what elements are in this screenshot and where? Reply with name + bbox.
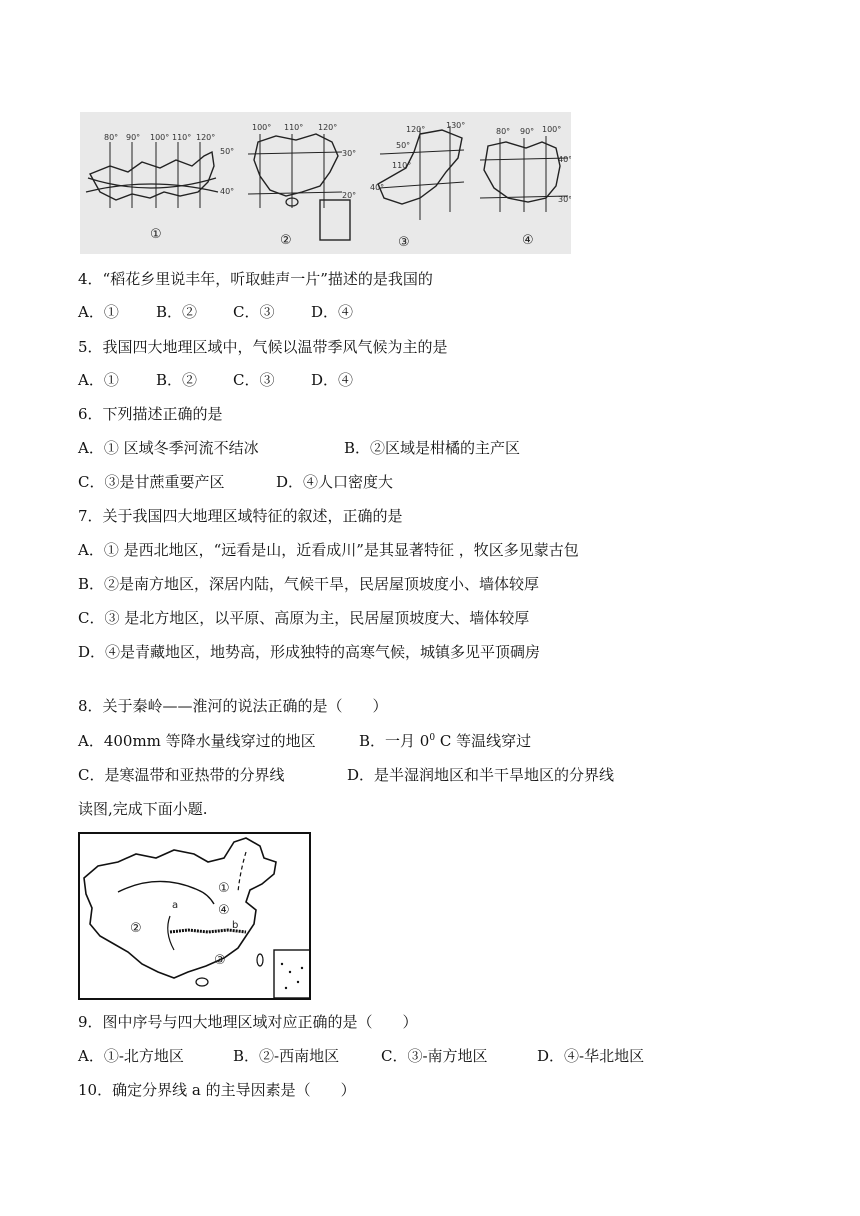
question-9-stem: 9．图中序号与四大地理区域对应正确的是（ ） [78,1013,418,1031]
svg-text:100°: 100° [252,123,272,132]
region-maps-figure [80,112,571,254]
q9-option-a: A．①-北方地区 [78,1047,184,1065]
svg-text:90°: 90° [520,127,535,136]
q4-option-a: A．① [78,303,119,321]
svg-text:20°: 20° [342,191,357,200]
q6-option-c: C．③是甘蔗重要产区 [78,473,225,491]
svg-text:b: b [232,920,239,931]
svg-text:90°: 90° [126,133,141,142]
q8-option-b: B．一月 $0^0$ C 等温线穿过 [359,732,532,750]
svg-text:40°: 40° [220,187,235,196]
question-8-stem: 8．关于秦岭——淮河的说法正确的是（ ） [78,697,388,715]
svg-text:110°: 110° [284,123,304,132]
reading-instruction: 读图,完成下面小题. [78,800,208,818]
svg-text:30°: 30° [558,195,571,204]
q6-option-b: B．②区域是柑橘的主产区 [344,439,521,457]
china-regions-map [78,832,311,1000]
svg-text:120°: 120° [406,125,426,134]
svg-text:40°: 40° [558,155,571,164]
question-5-stem: 5．我国四大地理区域中，气候以温带季风气候为主的是 [78,338,448,356]
question-6-stem: 6．下列描述正确的是 [78,405,223,423]
q8-option-a: A．400mm 等降水量线穿过的地区 [78,732,316,750]
q7-option-c: C．③ 是北方地区，以平原、高原为主，民居屋顶坡度大、墙体较厚 [78,609,530,627]
question-7-stem: 7．关于我国四大地理区域特征的叙述，正确的是 [78,507,403,525]
q5-option-a: A．① [78,371,119,389]
q4-option-c: C．③ [233,303,275,321]
svg-text:③: ③ [398,235,410,250]
question-4-stem: 4．“稻花乡里说丰年，听取蛙声一片”描述的是我国的 [78,270,433,288]
svg-text:①: ① [150,227,162,242]
svg-text:③: ③ [214,953,226,968]
q9-option-c: C．③-南方地区 [381,1047,488,1065]
svg-text:②: ② [280,233,292,248]
svg-text:①: ① [218,881,230,896]
svg-text:120°: 120° [196,133,216,142]
svg-text:130°: 130° [446,121,466,130]
q5-option-d: D．④ [311,371,354,389]
q7-option-a: A．① 是西北地区，“远看是山，近看成川”是其显著特征 ，牧区多见蒙古包 [78,541,579,559]
svg-text:120°: 120° [318,123,338,132]
svg-text:80°: 80° [496,127,511,136]
q9-option-d: D．④-华北地区 [537,1047,645,1065]
q6-option-d: D．④人口密度大 [276,473,394,491]
svg-text:a: a [172,900,179,911]
q8-option-d: D．是半湿润地区和半干旱地区的分界线 [347,766,615,784]
q7-option-b: B．②是南方地区，深居内陆，气候干旱，民居屋顶坡度小、墙体较厚 [78,575,540,593]
q8-option-c: C．是寒温带和亚热带的分界线 [78,766,285,784]
q6-option-a: A．① 区域冬季河流不结冰 [78,439,259,457]
q5-option-b: B．② [156,371,198,389]
svg-text:50°: 50° [396,141,411,150]
q7-option-d: D．④是青藏地区，地势高，形成独特的高寒气候，城镇多见平顶碉房 [78,643,541,661]
svg-text:50°: 50° [220,147,235,156]
svg-text:④: ④ [218,903,230,918]
svg-text:100°: 100° [150,133,170,142]
svg-text:②: ② [130,921,142,936]
q4-option-d: D．④ [311,303,354,321]
svg-text:40°: 40° [370,183,385,192]
q5-option-c: C．③ [233,371,275,389]
question-10-stem: 10．确定分界线 a 的主导因素是（ ） [78,1081,356,1099]
q4-option-b: B．② [156,303,198,321]
svg-text:④: ④ [522,233,534,248]
svg-text:30°: 30° [342,149,357,158]
q9-option-b: B．②-西南地区 [233,1047,340,1065]
svg-text:100°: 100° [542,125,562,134]
svg-text:110°: 110° [392,161,412,170]
svg-text:110°: 110° [172,133,192,142]
svg-text:80°: 80° [104,133,119,142]
